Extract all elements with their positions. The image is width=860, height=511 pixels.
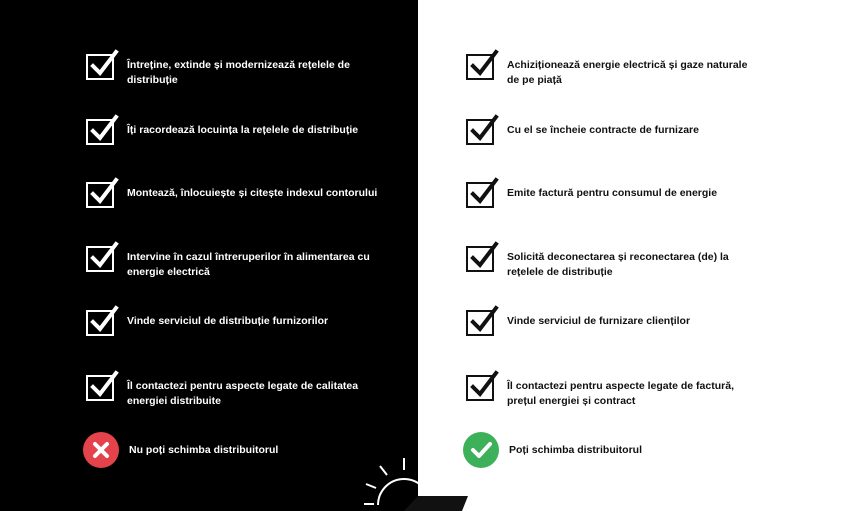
checkbox-icon: [466, 246, 494, 272]
checkbox-icon: [86, 310, 114, 336]
list-item: [466, 375, 757, 409]
list-item: [466, 119, 699, 145]
list-item: [86, 310, 328, 336]
item-text: Intervine în cazul întreruperilor în alimentarea cu energie electrică: [127, 251, 370, 278]
list-item: [466, 246, 757, 280]
right-column: [418, 0, 860, 511]
list-item: [86, 246, 385, 280]
x-circle-icon: [83, 432, 119, 468]
item-text: Emite factură pentru consumul de energie: [507, 187, 718, 199]
item-text: Întreține, extinde și modernizează rețelele de distribuție: [127, 59, 350, 86]
list-item: [466, 437, 642, 468]
checkbox-icon: [466, 310, 494, 336]
checkbox-icon: [86, 375, 114, 401]
item-text: Nu poți schimba distribuitorul: [129, 444, 279, 456]
checkbox-icon: [86, 246, 114, 272]
list-item: [86, 119, 358, 145]
item-text: Cu el se încheie contracte de furnizare: [507, 124, 699, 136]
list-item: [86, 437, 278, 468]
list-item: [86, 375, 385, 409]
item-text: Îl contactezi pentru aspecte legate de factură, prețul energiei și contract: [507, 380, 734, 407]
checkbox-icon: [466, 182, 494, 208]
checkbox-icon: [466, 54, 494, 80]
item-text: Îți racordează locuința la rețelele de distribuție: [127, 124, 359, 136]
list-item: [86, 54, 385, 88]
checkbox-icon: [86, 54, 114, 80]
item-text: Îl contactezi pentru aspecte legate de calitatea energiei distribuite: [127, 380, 359, 407]
left-column: [0, 0, 418, 511]
item-text: Vinde serviciul de distribuție furnizorilor: [127, 315, 329, 327]
list-item: [466, 182, 717, 208]
sun-solar-panel-icon: [360, 450, 470, 511]
item-text: Achiziționează energie electrică și gaze naturale de pe piață: [507, 59, 748, 86]
checkbox-icon: [466, 375, 494, 401]
item-text: Montează, înlocuiește și citește indexul contorului: [127, 187, 378, 199]
item-text: Vinde serviciul de furnizare clienților: [507, 315, 691, 327]
item-text: Poți schimba distribuitorul: [509, 444, 643, 456]
list-item: [86, 182, 377, 208]
checkbox-icon: [466, 119, 494, 145]
list-item: [466, 54, 757, 88]
checkbox-icon: [86, 119, 114, 145]
list-item: [466, 310, 690, 336]
item-text: Solicită deconectarea și reconectarea (de) la rețelele de distribuție: [507, 251, 729, 278]
checkbox-icon: [86, 182, 114, 208]
